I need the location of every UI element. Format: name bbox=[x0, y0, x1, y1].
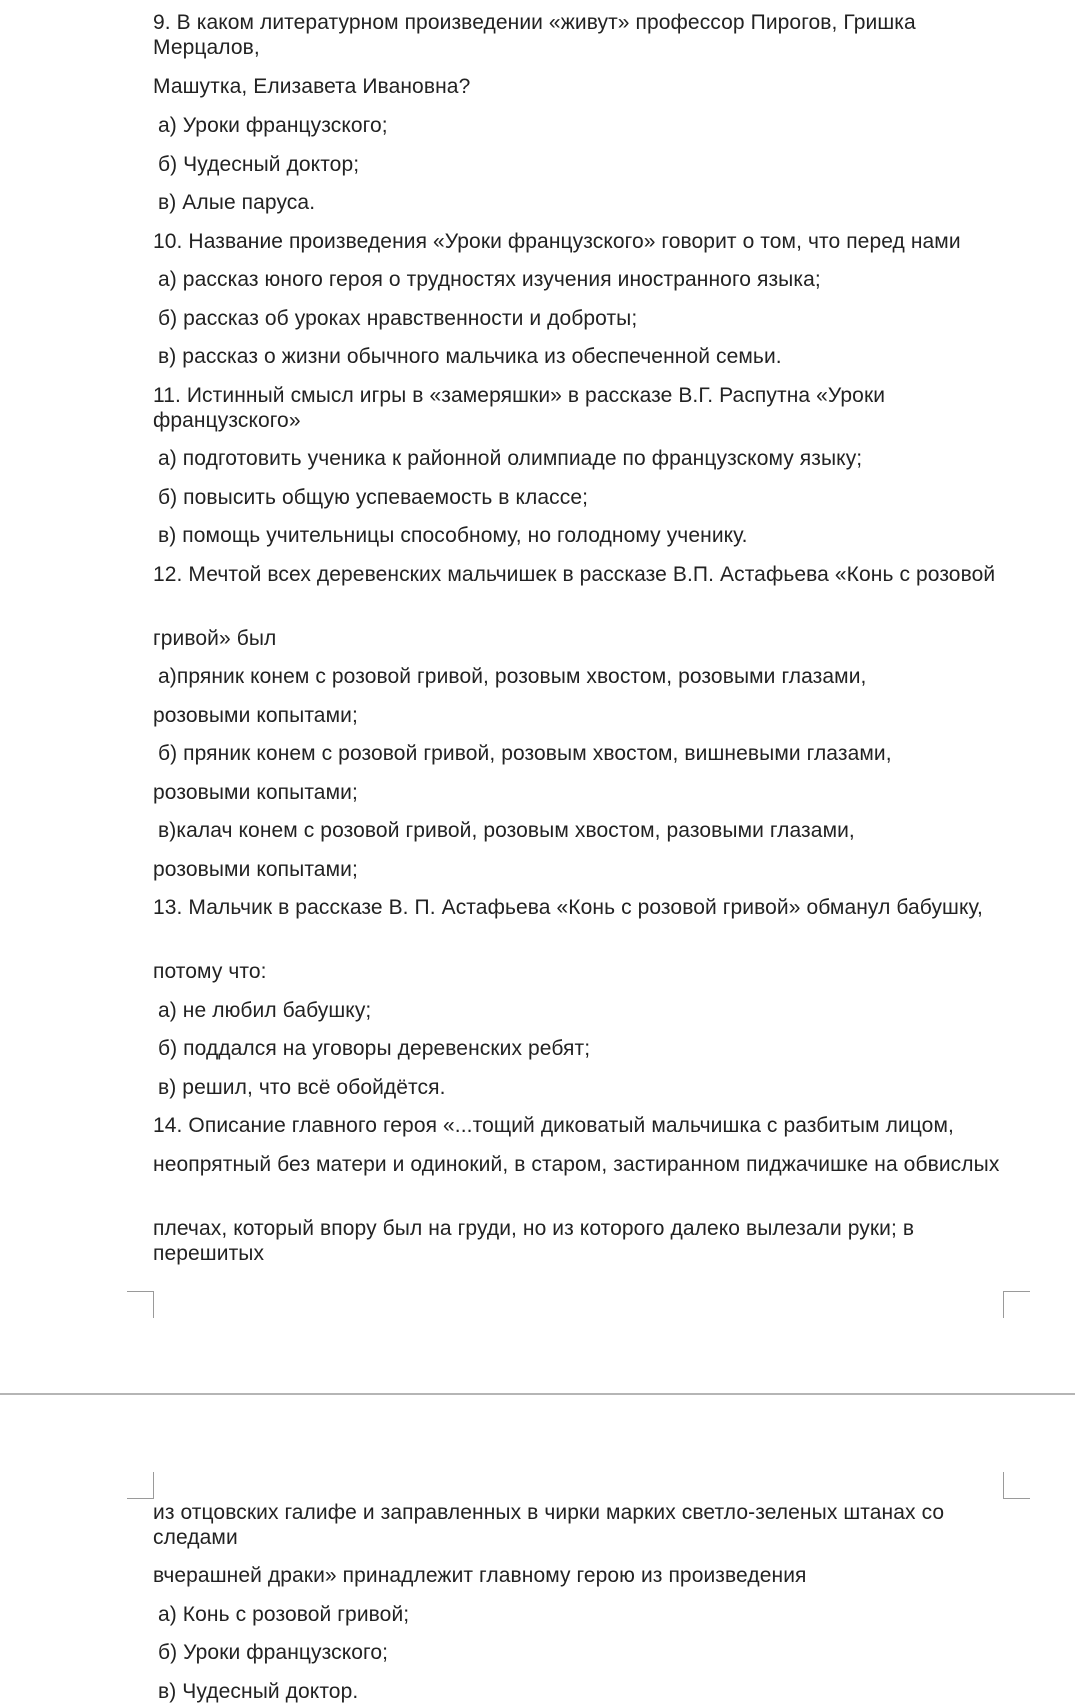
page-corner-mark bbox=[1003, 1291, 1030, 1318]
question-10-option-c: в) рассказ о жизни обычного мальчика из обеспеченной семьи. bbox=[158, 345, 782, 368]
question-14-option-c: в) Чудесный доктор. bbox=[158, 1680, 359, 1703]
page-corner-mark bbox=[127, 1472, 154, 1499]
page-break-divider bbox=[0, 1393, 1075, 1395]
question-14-option-b: б) Уроки французского; bbox=[158, 1641, 389, 1664]
question-14-text-cont-3: из отцовских галифе и заправленных в чирки марких светло-зеленых штанах со следами bbox=[153, 1501, 945, 1549]
question-9-text: 9. В каком литературном произведении «живут» профессор Пирогов, Гришка Мерцалов, bbox=[153, 11, 916, 59]
question-10-text: 10. Название произведения «Уроки французского» говорит о том, что перед нами bbox=[153, 230, 961, 253]
question-12-option-c-cont: розовыми копытами; bbox=[153, 858, 358, 881]
question-13-option-a: а) не любил бабушку; bbox=[158, 999, 372, 1022]
question-12-option-b: б) пряник конем с розовой гривой, розовым хвостом, вишневыми глазами, bbox=[158, 742, 892, 765]
question-12-option-c: в)калач конем с розовой гривой, розовым хвостом, разовыми глазами, bbox=[158, 819, 855, 842]
question-13-text: 13. Мальчик в рассказе В. П. Астафьева «Конь с розовой гривой» обманул бабушку, bbox=[153, 896, 983, 919]
question-12-option-a: а)пряник конем с розовой гривой, розовым хвостом, розовыми глазами, bbox=[158, 665, 867, 688]
question-12-text-cont: гривой» был bbox=[153, 627, 277, 650]
question-11-option-a: а) подготовить ученика к районной олимпиаде по французскому языку; bbox=[158, 447, 863, 470]
question-13-text-cont: потому что: bbox=[153, 960, 267, 983]
question-11-option-c: в) помощь учительницы способному, но голодному ученику. bbox=[158, 524, 748, 547]
question-12-option-b-cont: розовыми копытами; bbox=[153, 781, 358, 804]
question-13-option-b: б) поддался на уговоры деревенских ребят; bbox=[158, 1037, 591, 1060]
question-14-text: 14. Описание главного героя «...тощий диковатый мальчишка с разбитым лицом, bbox=[153, 1114, 954, 1137]
question-12-text: 12. Мечтой всех деревенских мальчишек в рассказе В.П. Астафьева «Конь с розовой bbox=[153, 563, 996, 586]
question-12-option-a-cont: розовыми копытами; bbox=[153, 704, 358, 727]
question-9-option-c: в) Алые паруса. bbox=[158, 191, 316, 214]
question-9-option-a: а) Уроки французского; bbox=[158, 114, 388, 137]
question-9-text-cont: Машутка, Елизавета Ивановна? bbox=[153, 75, 471, 98]
question-14-text-cont-1: неопрятный без матери и одинокий, в старом, застиранном пиджачишке на обвислых bbox=[153, 1153, 1000, 1176]
question-14-text-cont-2: плечах, который впору был на груди, но из которого далеко вылезали руки; в перешитых bbox=[153, 1217, 915, 1265]
question-14-option-a: а) Конь с розовой гривой; bbox=[158, 1603, 410, 1626]
question-10-option-a: а) рассказ юного героя о трудностях изучения иностранного языка; bbox=[158, 268, 821, 291]
page-corner-mark bbox=[127, 1291, 154, 1318]
question-14-text-cont-4: вчерашней драки» принадлежит главному герою из произведения bbox=[153, 1564, 807, 1587]
question-11-text: 11. Истинный смысл игры в «замеряшки» в рассказе В.Г. Распутна «Уроки французского» bbox=[153, 384, 886, 432]
question-11-option-b: б) повысить общую успеваемость в классе; bbox=[158, 486, 589, 509]
question-9-option-b: б) Чудесный доктор; bbox=[158, 153, 360, 176]
page-corner-mark bbox=[1003, 1472, 1030, 1499]
question-13-option-c: в) решил, что всё обойдётся. bbox=[158, 1076, 446, 1099]
question-10-option-b: б) рассказ об уроках нравственности и доброты; bbox=[158, 307, 638, 330]
